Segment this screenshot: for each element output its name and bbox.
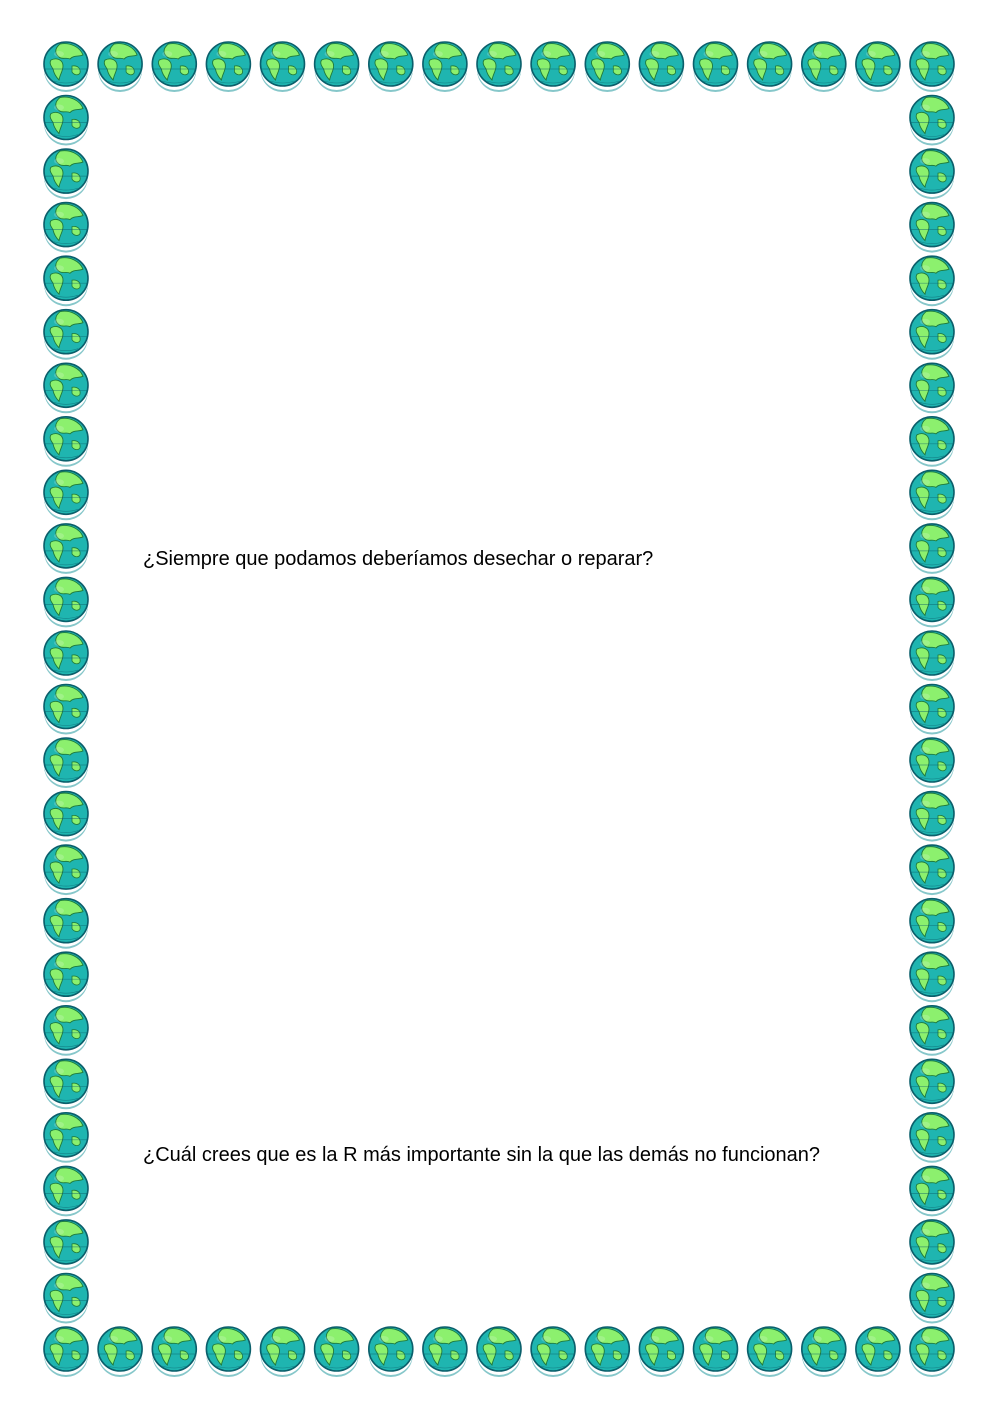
globe-icon [44, 952, 88, 1002]
globe-icon [44, 1327, 88, 1377]
globe-icon [44, 524, 88, 574]
globe-icon [44, 899, 88, 949]
globe-icon [369, 42, 413, 92]
globe-icon [531, 42, 575, 92]
globe-icon [44, 792, 88, 842]
globe-icon [910, 470, 954, 520]
globe-icon [44, 42, 88, 92]
globe-icon [910, 1059, 954, 1109]
globe-icon [44, 631, 88, 681]
globe-icon [910, 42, 954, 92]
globe-icon [261, 1327, 305, 1377]
globe-icon [44, 1006, 88, 1056]
globe-icon [748, 42, 792, 92]
globe-icon [910, 1220, 954, 1270]
globe-icon [477, 42, 521, 92]
globe-icon [910, 310, 954, 360]
globe-icon [910, 1166, 954, 1216]
globe-icon [44, 738, 88, 788]
globe-icon [44, 685, 88, 735]
globe-icon [315, 1327, 359, 1377]
globe-icon [44, 470, 88, 520]
globe-icon [856, 1327, 900, 1377]
globe-icon [98, 1327, 142, 1377]
globe-icon [694, 1327, 738, 1377]
globe-icon [585, 1327, 629, 1377]
globe-icon [44, 310, 88, 360]
globe-icon [152, 1327, 196, 1377]
globe-icon [694, 42, 738, 92]
globe-icon [44, 149, 88, 199]
globe-icon [910, 577, 954, 627]
globe-icon [910, 203, 954, 253]
globe-icon [910, 1006, 954, 1056]
globe-icon [44, 1059, 88, 1109]
globe-icon [44, 256, 88, 306]
globe-icon [585, 42, 629, 92]
globe-icon [639, 1327, 683, 1377]
globe-icon [910, 1274, 954, 1324]
globe-icon [44, 363, 88, 413]
globe-icon [98, 42, 142, 92]
globe-icon [44, 203, 88, 253]
globe-icon [910, 256, 954, 306]
globe-icon [206, 42, 250, 92]
globe-icon [639, 42, 683, 92]
globe-icon [152, 42, 196, 92]
globe-icon [910, 792, 954, 842]
globe-icon [910, 524, 954, 574]
globe-icon [423, 1327, 467, 1377]
globe-icon [206, 1327, 250, 1377]
globe-icon [44, 1274, 88, 1324]
globe-icon [910, 417, 954, 467]
globe-icon [423, 42, 467, 92]
globe-icon [369, 1327, 413, 1377]
globe-icon [44, 1113, 88, 1163]
globe-icon [802, 42, 846, 92]
globe-icon [261, 42, 305, 92]
globe-icon [910, 1327, 954, 1377]
globe-icon [910, 631, 954, 681]
globe-icon [910, 738, 954, 788]
question-2: ¿Cuál crees que es la R más importante sin la que las demás no funcionan? [143, 1144, 821, 1166]
globe-icon [910, 899, 954, 949]
globe-icon [531, 1327, 575, 1377]
globe-icon [910, 845, 954, 895]
question-1: ¿Siempre que podamos deberíamos desechar o reparar? [143, 548, 654, 570]
globe-icon [44, 577, 88, 627]
globe-icon [44, 1220, 88, 1270]
globe-icon [748, 1327, 792, 1377]
globe-icon [910, 952, 954, 1002]
globe-icon [910, 363, 954, 413]
globe-icon [477, 1327, 521, 1377]
globe-icon [856, 42, 900, 92]
globe-icon [910, 685, 954, 735]
globe-icon [910, 96, 954, 146]
globe-icon [44, 1166, 88, 1216]
globe-icon [910, 149, 954, 199]
globe-icon [802, 1327, 846, 1377]
globe-icon [910, 1113, 954, 1163]
globe-icon [315, 42, 359, 92]
globe-icon [44, 417, 88, 467]
globe-icon [44, 845, 88, 895]
globe-icon [44, 96, 88, 146]
